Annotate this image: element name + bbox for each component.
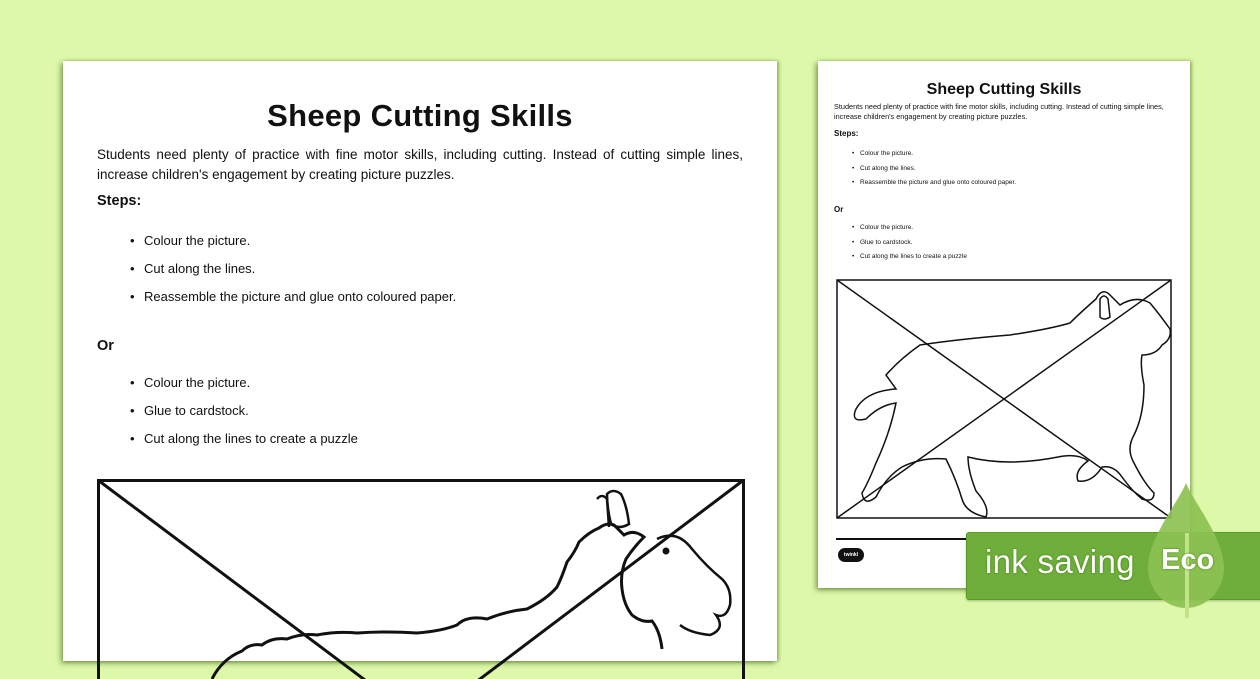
- alt-step-item: • Cut along the lines to create a puzzle: [860, 253, 967, 268]
- worksheet-title-small: Sheep Cutting Skills: [818, 81, 1190, 99]
- alt-step-item: • Cut along the lines to create a puzzle: [144, 431, 358, 459]
- eco-label: Eco: [1161, 544, 1214, 577]
- alt-steps-list: [144, 375, 358, 459]
- step-item: • Colour the picture.: [860, 150, 1016, 165]
- sheep-puzzle-image: [97, 479, 745, 679]
- alt-step-item: • Glue to cardstock.: [860, 239, 967, 254]
- worksheet-intro: Students need plenty of practice with fine motor skills, including cutting. Instead of cutting simple lines, increase children's engagement by creating picture puzzles.: [97, 145, 743, 184]
- steps-heading-small: Steps:: [834, 129, 858, 138]
- alt-steps-list-small: [860, 224, 967, 268]
- step-item: • Reassemble the picture and glue onto coloured paper.: [860, 179, 1016, 194]
- steps-list: [144, 233, 456, 317]
- step-item: • Cut along the lines.: [144, 261, 456, 289]
- step-item: • Reassemble the picture and glue onto coloured paper.: [144, 289, 456, 317]
- alt-step-item: • Glue to cardstock.: [144, 403, 358, 431]
- or-heading: Or: [97, 338, 114, 354]
- step-item: • Cut along the lines.: [860, 165, 1016, 180]
- alt-step-item: • Colour the picture.: [860, 224, 967, 239]
- worksheet-page-large: [63, 61, 777, 661]
- alt-step-item: • Colour the picture.: [144, 375, 358, 403]
- steps-heading: Steps:: [97, 193, 141, 209]
- ink-saving-label: ink saving: [985, 543, 1135, 581]
- sheep-puzzle-image-small: [836, 279, 1172, 519]
- twinkl-logo: twinkl: [838, 548, 864, 562]
- steps-list-small: [860, 150, 1016, 194]
- worksheet-intro-small: Students need plenty of practice with fine motor skills, including cutting. Instead of cutting simple lines, increase children's engagement by creating picture puzzles.: [834, 102, 1184, 122]
- worksheet-title: Sheep Cutting Skills: [63, 98, 777, 134]
- worksheet-page-small: [818, 61, 1190, 588]
- or-heading-small: Or: [834, 205, 843, 214]
- step-item: • Colour the picture.: [144, 233, 456, 261]
